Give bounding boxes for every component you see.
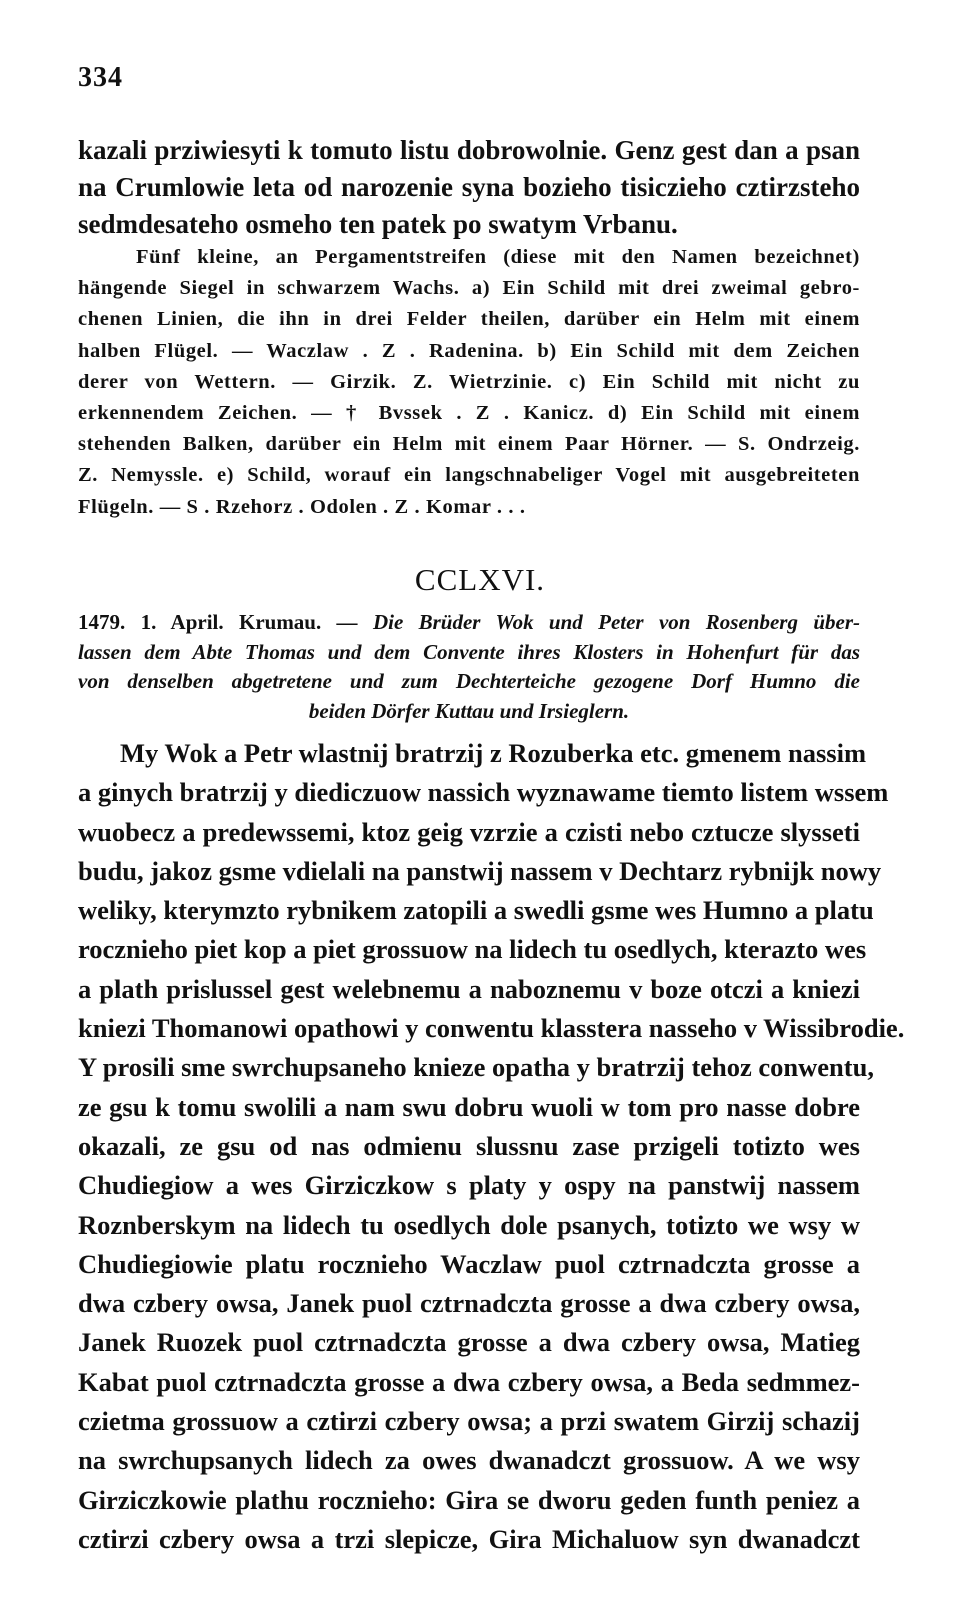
body-line: na swrchupsanych lidech za owes dwanadczt grossuow. A we wsy xyxy=(78,1445,860,1476)
note-line: Z. Nemyssle. e) Schild, worauf ein langschnabeliger Vogel mit ausgebreiteten xyxy=(78,464,860,487)
note-line: chenen Linien, die ihn in drei Felder theilen, darüber ein Helm mit einem xyxy=(78,308,860,331)
summary-line: beiden Dörfer Kuttau und Irsieglern. xyxy=(308,698,630,723)
body-line: czietma grossuow a cztirzi czbery owsa; a przi swatem Girzij schazij xyxy=(78,1406,860,1437)
body-line: a ginych bratrzij y diediczuow nassich wyznawame tiemto listem wssem xyxy=(78,777,889,808)
summary-line: lassen dem Abte Thomas und dem Convente ihres Klosters in Hohenfurt für das xyxy=(78,639,860,664)
charter-text xyxy=(78,734,905,1559)
body-line: weliky, kterymzto rybnikem zatopili a swedli gsme wes Humno a platu xyxy=(78,895,874,926)
body-line: Y prosili sme swrchupsaneho knieze opatha y bratrzij tehoz conwentu, xyxy=(78,1052,874,1083)
intro-line: na Crumlowie leta od narozenie syna bozieho tisiczieho cztirzsteho xyxy=(78,172,860,202)
body-line: kniezi Thomanowi opathowi y conwentu klasstera nasseho v Wissibrodie. xyxy=(78,1013,905,1044)
body-line: My Wok a Petr wlastnij bratrzij z Rozuberka etc. gmenem nassim xyxy=(120,738,867,768)
page-number: 334 xyxy=(78,62,123,93)
body-line: rocznieho piet kop a piet grossuow na lidech tu osedlych, kterazto wes xyxy=(78,934,867,965)
note-line: Fünf kleine, an Pergamentstreifen (diese mit den Namen bezeichnet) xyxy=(136,246,860,268)
body-line: Girziczkowie plathu rocznieho: Gira se dworu geden funth peniez a xyxy=(78,1484,860,1515)
date-place: 1479. 1. April. Krumau. xyxy=(78,610,322,634)
intro-line: kazali prziwiesyti k tomuto listu dobrowolnie. Genz gest dan a psan xyxy=(78,135,860,165)
body-line: wuobecz a predewssemi, ktoz geig vzrzie a czisti nebo cztucze slysseti xyxy=(78,816,860,847)
intro-line: sedmdesateho osmeho ten patek po swatym Vrbanu. xyxy=(78,209,678,239)
summary-line: von denselben abgetretene und zum Dechterteiche gezogene Dorf Humno die xyxy=(78,669,860,693)
note-line: stehenden Balken, darüber ein Helm mit einem Paar Hörner. — S. Ondrzeig. xyxy=(78,433,860,456)
body-line: okazali, ze gsu od nas odmienu slussnu zase przigeli totizto wes xyxy=(78,1130,860,1161)
intro-paragraph xyxy=(78,132,860,243)
note-line: derer von Wettern. — Girzik. Z. Wietrzinie. c) Ein Schild mit nicht zu xyxy=(78,370,860,393)
seal-note-paragraph xyxy=(78,242,860,523)
summary-line xyxy=(78,608,860,638)
body-line: a plath prislussel gest welebnemu a naboznemu v boze otczi a kniezi xyxy=(78,973,860,1004)
note-line: erkennendem Zeichen. — † Bvssek . Z . Kanicz. d) Ein Schild mit einem xyxy=(78,402,860,425)
note-line: hängende Siegel in schwarzem Wachs. a) Ein Schild mit drei zweimal gebro- xyxy=(78,277,860,300)
summary-text: — Die Brüder Wok und Peter von Rosenberg über- xyxy=(321,610,860,634)
note-line: Flügeln. — S . Rzehorz . Odolen . Z . Komar . . . xyxy=(78,495,526,518)
note-line: halben Flügel. — Waczlaw . Z . Radenina. b) Ein Schild mit dem Zeichen xyxy=(78,339,860,362)
body-line: Kabat puol cztrnadczta grosse a dwa czbery owsa, a Beda sedmmez- xyxy=(78,1366,860,1397)
body-line: dwa czbery owsa, Janek puol cztrnadczta grosse a dwa czbery owsa, xyxy=(78,1288,860,1319)
body-line: ze gsu k tomu swolili a nam swu dobru wuoli w tom pro nasse dobre xyxy=(78,1091,860,1122)
document-summary xyxy=(78,608,860,726)
body-line: Janek Ruozek puol cztrnadczta grosse a dwa czbery owsa, Matieg xyxy=(78,1327,860,1358)
body-line: Chudiegiowie platu rocznieho Waczlaw puol cztrnadczta grosse a xyxy=(78,1248,860,1279)
body-line: budu, jakoz gsme vdielali na panstwij nassem v Dechtarz rybnijk nowy xyxy=(78,855,882,886)
section-heading: CCLXVI. xyxy=(414,562,546,597)
body-line: Roznberskym na lidech tu osedlych dole psanych, totizto we wsy w xyxy=(78,1209,860,1240)
body-line: Chudiegiow a wes Girziczkow s platy y ospy na panstwij nassem xyxy=(78,1170,860,1201)
body-line: cztirzi czbery owsa a trzi slepicze, Gira Michaluow syn dwanadczt xyxy=(78,1523,860,1554)
